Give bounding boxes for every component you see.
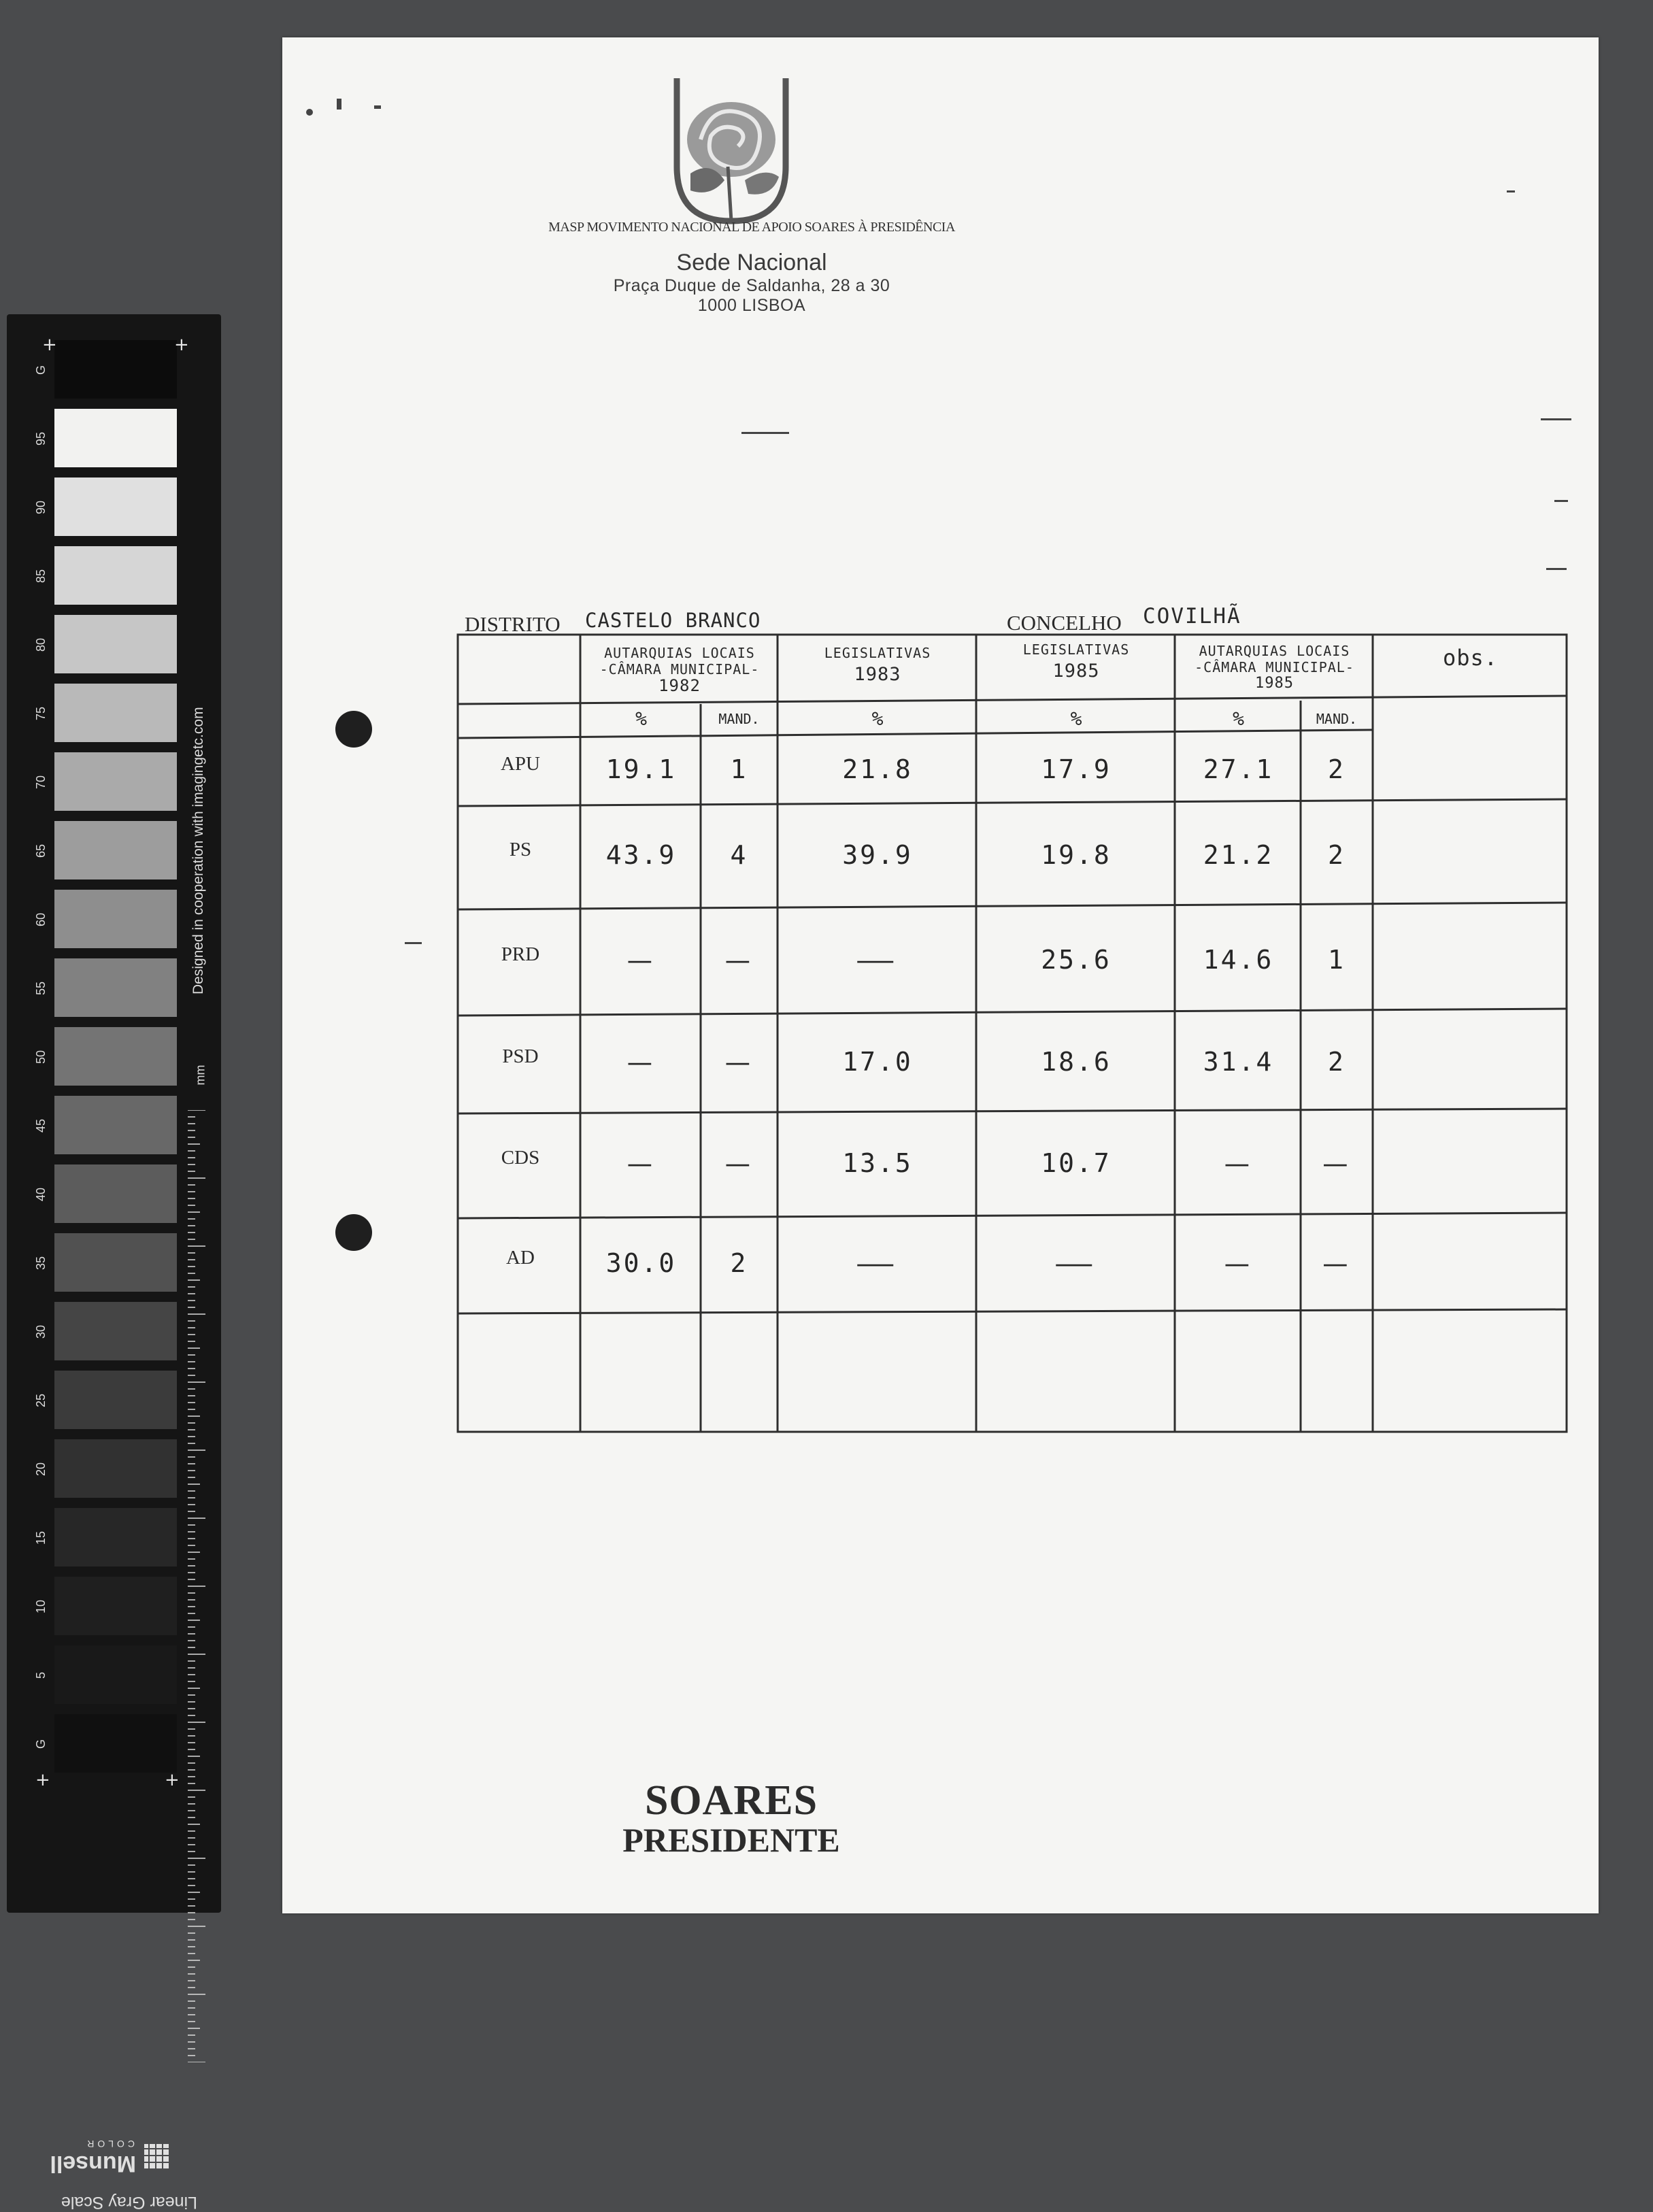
gray-patch xyxy=(54,890,177,948)
value-cell: 27.1 xyxy=(1203,754,1274,784)
masp-line: MASP MOVIMENTO NACIONAL DE APOIO SOARES À PRESIDÊNCIA xyxy=(548,220,955,235)
value-cell: — xyxy=(1324,1248,1350,1279)
party-label: PRD xyxy=(501,943,540,965)
value-cell: 2 xyxy=(730,1248,748,1278)
gray-patch xyxy=(54,1577,177,1635)
scale-number: 50 xyxy=(34,1050,48,1065)
scale-number: 70 xyxy=(34,775,48,790)
munsell-brand xyxy=(34,2124,197,2212)
brand-sub: COLOR xyxy=(84,2139,135,2149)
speck xyxy=(1554,500,1568,502)
plus-mark: + xyxy=(35,1770,50,1790)
value-cell: 31.4 xyxy=(1203,1047,1274,1077)
scale-number: 5 xyxy=(34,1672,48,1679)
footer-line1: SOARES xyxy=(644,1777,818,1824)
scale-number: 40 xyxy=(34,1187,48,1202)
scale-number: 55 xyxy=(34,981,48,996)
value-cell: 19.1 xyxy=(605,754,677,784)
party-label: APU xyxy=(500,753,540,775)
value-cell: — xyxy=(857,1248,898,1279)
gray-patch xyxy=(54,684,177,742)
value-cell: — xyxy=(1225,1148,1252,1179)
gray-patch xyxy=(54,1508,177,1566)
scale-number: 15 xyxy=(34,1530,48,1545)
plus-mark: + xyxy=(165,1770,180,1790)
value-cell: — xyxy=(857,945,898,976)
gray-patch xyxy=(54,1027,177,1086)
header-legislativas-1983: LEGISLATIVAS 1983 xyxy=(824,645,931,685)
gray-patch xyxy=(54,1371,177,1429)
gray-patch xyxy=(54,409,177,467)
sede-city: 1000 LISBOA xyxy=(697,296,806,315)
speck xyxy=(374,105,381,109)
gray-patch xyxy=(54,1302,177,1360)
scale-number: 85 xyxy=(34,569,48,584)
gray-patch xyxy=(54,821,177,879)
plus-mark: + xyxy=(174,335,189,355)
value-cell: — xyxy=(628,1047,654,1078)
value-cell: 18.6 xyxy=(1041,1047,1112,1077)
gray-patch xyxy=(54,1714,177,1773)
sede-title: Sede Nacional xyxy=(676,250,827,275)
scale-number: 65 xyxy=(34,843,48,858)
value-cell: 21.8 xyxy=(842,754,913,784)
value-cell: 19.8 xyxy=(1041,840,1112,870)
value-cell: 10.7 xyxy=(1041,1148,1112,1178)
gray-patch xyxy=(54,615,177,673)
value-cell: 25.6 xyxy=(1041,945,1112,975)
gray-patch xyxy=(54,1233,177,1292)
subheader-cell: % xyxy=(1070,707,1082,730)
value-cell: 17.0 xyxy=(842,1047,913,1077)
value-cell: — xyxy=(628,1148,654,1179)
footer-line2: PRESIDENTE xyxy=(622,1821,840,1859)
header-autarquias-1985: AUTARQUIAS LOCAIS -CÂMARA MUNICIPAL- 1985 xyxy=(1195,643,1354,692)
value-cell: 4 xyxy=(730,840,748,870)
header-obs: obs. xyxy=(1442,645,1499,671)
party-label: PSD xyxy=(502,1045,539,1067)
header-autarquias-1982: AUTARQUIAS LOCAIS -CÂMARA MUNICIPAL- 1982 xyxy=(599,645,760,695)
gray-patch xyxy=(54,1645,177,1704)
gray-patch xyxy=(54,477,177,536)
value-cell: — xyxy=(726,945,752,976)
distrito-label: DISTRITO xyxy=(465,612,561,636)
value-cell: — xyxy=(628,945,654,976)
gray-patch xyxy=(54,1439,177,1498)
value-cell: 1 xyxy=(1328,945,1346,975)
value-cell: 21.2 xyxy=(1203,840,1274,870)
scale-number: 45 xyxy=(34,1118,48,1133)
scale-number: 10 xyxy=(34,1599,48,1614)
value-cell: — xyxy=(1056,1248,1097,1279)
scale-number: 75 xyxy=(34,706,48,721)
subheader-cell: % xyxy=(635,707,647,730)
value-cell: 14.6 xyxy=(1203,945,1274,975)
scale-number: 80 xyxy=(34,637,48,652)
scale-number: 95 xyxy=(34,431,48,446)
party-label: CDS xyxy=(501,1147,540,1169)
speck xyxy=(741,432,789,434)
value-cell: 13.5 xyxy=(842,1148,913,1178)
concelho-value: COVILHÃ xyxy=(1143,604,1241,629)
speck xyxy=(1507,190,1515,192)
value-cell: 2 xyxy=(1328,1047,1346,1077)
scale-number: 90 xyxy=(34,500,48,515)
speck xyxy=(1546,568,1567,570)
value-cell: 39.9 xyxy=(842,840,913,870)
scale-number: G xyxy=(34,365,48,375)
concelho-label: CONCELHO xyxy=(1007,611,1122,635)
brand-scale-text: Linear Gray Scale xyxy=(61,2193,197,2212)
scale-number: 25 xyxy=(34,1393,48,1408)
scale-number: 60 xyxy=(34,912,48,927)
brand-name: Munsell xyxy=(50,2151,136,2177)
value-cell: — xyxy=(726,1148,752,1179)
subheader-cell: MAND. xyxy=(1316,711,1358,727)
distrito-value: CASTELO BRANCO xyxy=(585,609,761,632)
munsell-logo-icon xyxy=(143,2143,170,2170)
scale-number: 35 xyxy=(34,1256,48,1271)
party-label: PS xyxy=(509,839,532,860)
gray-patch xyxy=(54,340,177,399)
scale-number: 30 xyxy=(34,1324,48,1339)
speck xyxy=(337,99,341,110)
subheader-cell: % xyxy=(1233,707,1244,730)
subheader-cell: MAND. xyxy=(718,711,760,727)
ruler-unit-label: mm xyxy=(193,1065,207,1086)
value-cell: 30.0 xyxy=(605,1248,677,1278)
subheader-cell: % xyxy=(871,707,884,730)
value-cell: 2 xyxy=(1328,754,1346,784)
value-cell: — xyxy=(1225,1248,1252,1279)
value-cell: 2 xyxy=(1328,840,1346,870)
speck xyxy=(1541,418,1571,420)
gray-patch xyxy=(54,546,177,605)
scale-number: 20 xyxy=(34,1462,48,1477)
value-cell: 43.9 xyxy=(605,840,677,870)
scale-number: G xyxy=(34,1739,48,1749)
value-cell: 1 xyxy=(730,754,748,784)
footer-slogan xyxy=(588,1779,874,1858)
mm-ruler xyxy=(186,1110,214,2062)
gray-patch xyxy=(54,958,177,1017)
value-cell: 17.9 xyxy=(1041,754,1112,784)
gray-patch xyxy=(54,752,177,811)
value-cell: — xyxy=(726,1047,752,1078)
speck xyxy=(405,942,422,944)
speck xyxy=(306,109,313,116)
gray-scale-card: G 95 90 85 80 75 70 65 60 55 50 45 40 35 30 25 20 15 10 5 G + + + + Designed in cooperation with imagingetc.com mm Linear Gray Scale Munsell COLOR xyxy=(7,314,221,1913)
plus-mark: + xyxy=(42,335,57,355)
letter-page xyxy=(282,37,1599,1913)
value-cell: — xyxy=(1324,1148,1350,1179)
party-label: AD xyxy=(506,1247,535,1269)
header-legislativas-1985: LEGISLATIVAS 1985 xyxy=(1022,641,1130,682)
gray-patch xyxy=(54,1164,177,1223)
sede-address: Praça Duque de Saldanha, 28 a 30 xyxy=(613,276,890,295)
gray-patch xyxy=(54,1096,177,1154)
